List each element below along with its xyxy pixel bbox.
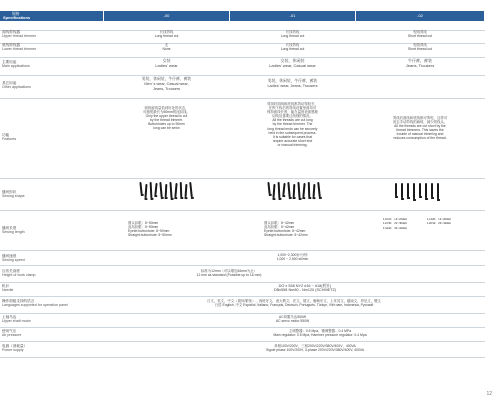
other-app-00: 男装，休闲装，牛仔裤，裤装 Men' s wear, Casual wear, Jeans, Trousers: [141, 77, 192, 91]
sewing-length-02-right: L1420：14~20mm L2634：26~34mm: [427, 217, 451, 226]
row-label-motor: 上轴马达 Upper shaft motor: [2, 315, 31, 324]
row-label-upper-trimmer: 面线剪线器 Upper thread trimmer: [2, 30, 37, 39]
row-label-features: 功能 Features: [2, 133, 17, 142]
row-label-main-app: 主要用途 Main applications: [2, 60, 30, 69]
row-label-sewing-speed: 缝纫速度 Sewing speed: [2, 254, 25, 263]
row-label-needle: 机针 Needle: [2, 284, 14, 293]
row-label-other-app: 其它用途 Other applications: [2, 81, 31, 90]
motor-value: AC伺服马达550W AC servo motor 550W: [275, 315, 310, 324]
power-value: 单相100V/200V，三相200V/220V/380V/400V，400VA Sigole phase 100V/200V, 3-phase 200V/220V/380V/400V, 400VA: [265, 344, 365, 353]
languages-value: 日文，英文，中文（简体/繁体）、西班牙文，意大利文，法文，德文，葡萄牙文，土耳其文，越南文，印尼文，俄文 日语 English, 中文 Español, Italiano, Français, Deutsch, Português, Türkçe, Việt nam, Indonesia, Русский: [207, 299, 381, 308]
spec-header-label: 规格 Specifications: [0, 11, 103, 21]
row-label-power: 电源（消耗量） Power supply: [2, 344, 28, 353]
air-value: 主调整器：0.5 Mpa，锤调整器：0.4 MPa Main regulator: 0.5 Mpa, Hammer pressure regulator: 0.4 Mpa: [273, 329, 367, 338]
needle-value: DO x 558 NY2 #16 ~ #18(机针) DBx558 Nm80 - Nm120 (SCHMETZ): [273, 284, 337, 293]
sewing-shapes-02: [395, 183, 450, 207]
sewing-length-02-left: L1022：14~22mm L2230：22~30mm L3442：34~42mm: [383, 217, 407, 230]
row-label-air: 使用气压 Air pressure: [2, 329, 22, 338]
main-app-00: 女装 Ladies' wear: [155, 58, 178, 68]
row-label-work-clamp: 压布关高度 Height of work clamp: [2, 269, 36, 278]
sewing-speed-value: 1,000~2,300针/分钟 1,000 ~ 2,500 sti/min: [276, 253, 309, 262]
main-app-02: 牛仔裤，裤装 Jeans, Trousers: [405, 58, 435, 68]
upper-trimmer-01: 长线剪线 Long thread cut: [280, 30, 305, 39]
other-app-01: 男装，休闲装，牛仔裤，裤装 Ladies' wear, Jeans, Trousers: [267, 79, 318, 88]
lower-trimmer-02: 短线剪线 Short thread cut: [407, 43, 433, 52]
sewing-shapes-01: [268, 182, 323, 206]
features-01: 剪线时面线和底线都剪切得较长， 在锁下线后的剪线设置里面均可 保持留线长度，能在温度表面感敏 切线处重要边线细的情况。 All the threads are cut long by the thread trimmer. The long thread ends can be securely held in the subsequent process. It is suitable for cases that require accurate short end or manual trimming.: [267, 102, 318, 147]
features-02: 剪线后面线和底线都可剪短，这样可 省去手动剪线的麻烦，减少短线头。 All the threads are cut short by the thread trimmers. This saves the trouble of manual trimming and reduces consumption of the thread.: [392, 116, 448, 141]
row-label-sewing-length: 缝纫长度 Sewing length: [2, 226, 25, 235]
upper-trimmer-02: 短线剪线 Short thread cut: [407, 30, 433, 39]
upper-trimmer-00: 长线剪线 Long thread cut: [154, 30, 179, 39]
header-col-01: -01: [230, 11, 355, 21]
row-label-sewing-shape: 缝纫形状 Sewing shape: [2, 190, 25, 199]
sewing-length-01: 圆头扣眼：8~42mm 直扣扣眼：5~42mm Eyelet buttonhole: 8~42mm Straight buttonhole: 5~42mm: [264, 221, 308, 238]
work-clamp-value: 标准为12mm（可以增加16mm为止） 12 mm as standard (Possible up to 16 mm): [196, 269, 262, 278]
header-col-00: -00: [104, 11, 229, 21]
page-number: 12: [486, 391, 492, 397]
sewing-length-00: 圆头扣眼：8~50mm 直扣扣眼：5~50mm Eyelet buttonhole: 8~50mm Straight buttonhole: 5~50mm: [128, 221, 172, 238]
lower-trimmer-00: 无 None: [162, 43, 171, 52]
main-app-01: 女装，休闲装 Ladies' wear, Casual wear: [269, 58, 316, 68]
row-label-lower-trimmer: 底线剪线器 Lower thread trimmer: [2, 43, 37, 52]
features-00: 面线留线量恰到好处的状态， 可缩短最长为50mm的纽扣线。 Only the upper thread is cut by the thread trimmer. Buttonholes up to 50mm long can be sewn: [143, 106, 190, 131]
header-col-02: -02: [356, 11, 484, 21]
row-label-languages: 操作面板支持的语言 Languages supported for operation panel: [2, 299, 68, 308]
sewing-shapes-00: [140, 182, 195, 206]
lower-trimmer-01: 长线剪线 Long thread cut: [280, 43, 305, 52]
